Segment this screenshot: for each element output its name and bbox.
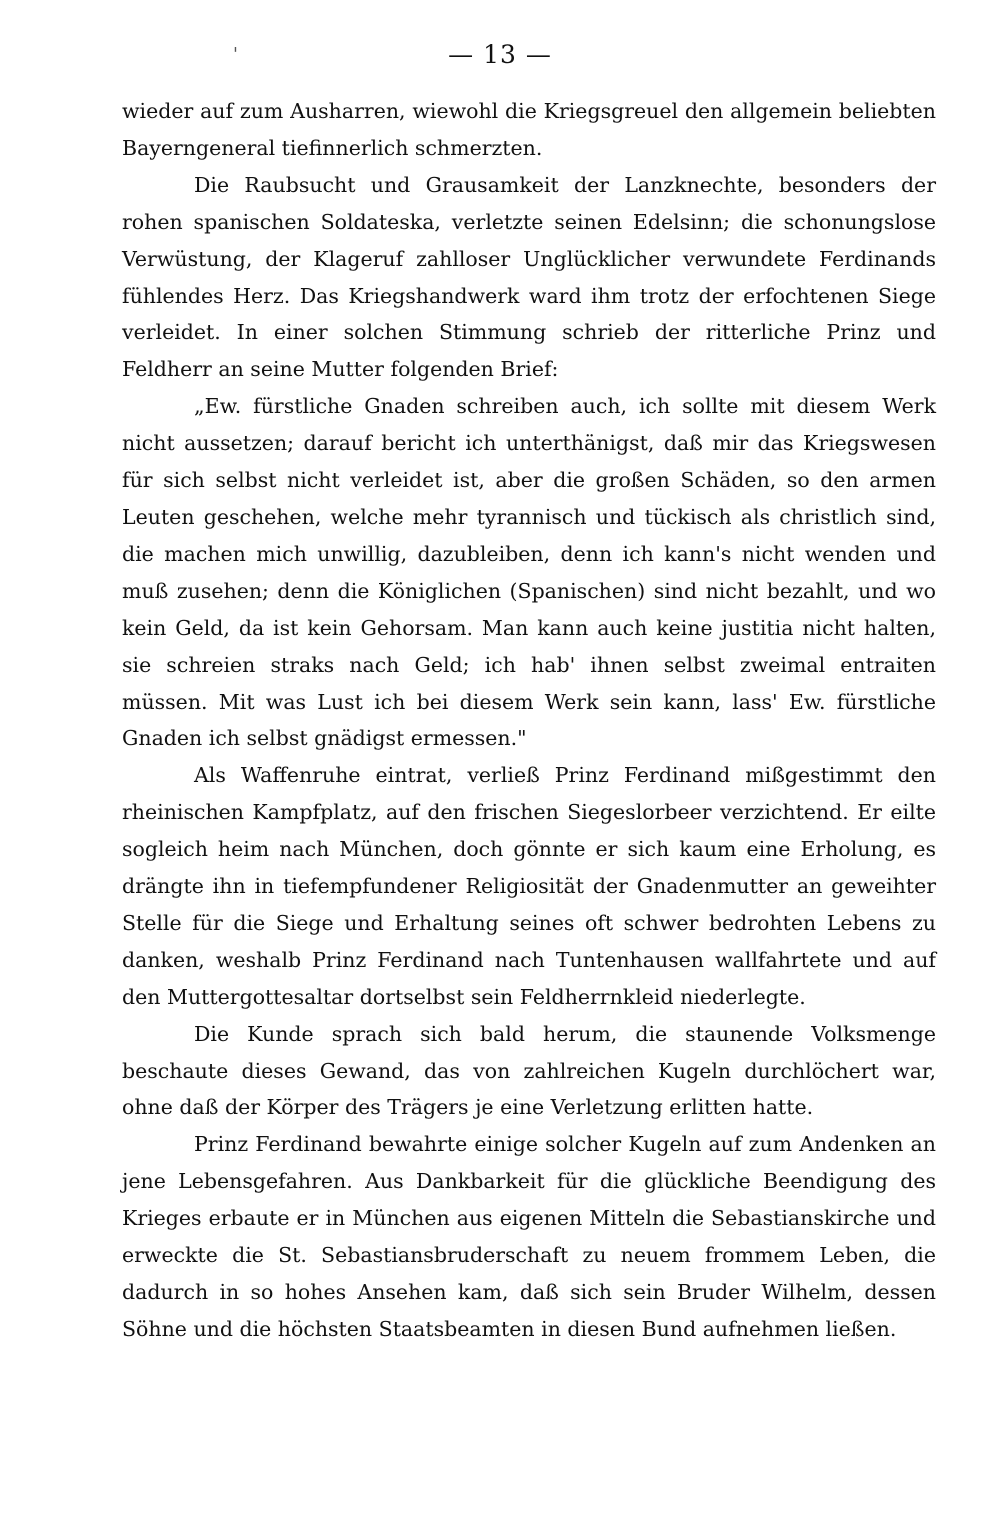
paragraph-continuation: wieder auf zum Ausharren, wiewohl die Kriegsgreuel den allgemein beliebten Bayerngeneral tiefinnerlich schmerzten. xyxy=(122,99,936,160)
stray-mark: ' xyxy=(233,44,238,65)
page-number: — 13 — xyxy=(448,40,552,69)
paragraph: Als Waffenruhe eintrat, verließ Prinz Ferdinand mißgestimmt den rheinischen Kampfplatz, auf den frischen Siegeslorbeer verzichtend. Er eilte sogleich heim nach München, doch gönnte er sich kaum eine Erholung, es drängte ihn in tiefempfundener Religiosität der Gnadenmutter an geweihter Stelle für die Siege und Erhaltung seines oft schwer bedrohten Lebens zu danken, weshalb Prinz Ferdinand nach Tuntenhausen wallfahrtete und auf den Muttergottesaltar dortselbst sein Feldherrnkleid niederlegte. xyxy=(122,763,936,1009)
paragraph: Die Raubsucht und Grausamkeit der Lanzknechte, besonders der rohen spanischen Soldateska, verletzte seinen Edelsinn; die schonungslose Verwüstung, der Klageruf zahlloser Unglücklicher verwundete Ferdinands fühlendes Herz. Das Kriegshandwerk ward ihm trotz der erfochtenen Siege verleidet. In einer solchen Stimmung schrieb der ritterliche Prinz und Feldherr an seine Mutter folgenden Brief: xyxy=(122,172,936,382)
paragraph: Die Kunde sprach sich bald herum, die staunende Volksmenge beschaute dieses Gewand, das von zahlreichen Kugeln durchlöchert war, ohne daß der Körper des Trägers je eine Verletzung erlitten hatte. xyxy=(122,1021,936,1120)
paragraph: Prinz Ferdinand bewahrte einige solcher Kugeln auf zum Andenken an jene Lebensgefahren. Aus Dankbarkeit für die glückliche Beendigung des Krieges erbaute er in München aus eigenen Mitteln die Sebastianskirche und erweckte die St. Sebastiansbruderschaft zu neuem frommem Leben, die dadurch in so hohes Ansehen kam, daß sich sein Bruder Wilhelm, dessen Söhne und die höchsten Staatsbeamten in diesen Bund aufnehmen ließen. xyxy=(122,1132,936,1341)
body-text xyxy=(122,93,936,1348)
letter-quote: „Ew. fürstliche Gnaden schreiben auch, ich sollte mit diesem Werk nicht aussetzen; darauf bericht ich unterthänigst, daß mir das Kriegswesen für sich selbst nicht verleidet ist, aber die großen Schäden, so den armen Leuten geschehen, welche mehr tyrannisch und tückisch als christlich sind, die machen mich unwillig, dazubleiben, denn ich kann's nicht wenden und muß zusehen; denn die Königlichen (Spanischen) sind nicht bezahlt, und wo kein Geld, da ist kein Gehorsam. Man kann auch keine justitia nicht halten, sie schreien straks nach Geld; ich hab' ihnen selbst zweimal entraiten müssen. Mit was Lust ich bei diesem Werk sein kann, lass' Ew. fürstliche Gnaden ich selbst gnädigst ermessen." xyxy=(122,394,936,751)
